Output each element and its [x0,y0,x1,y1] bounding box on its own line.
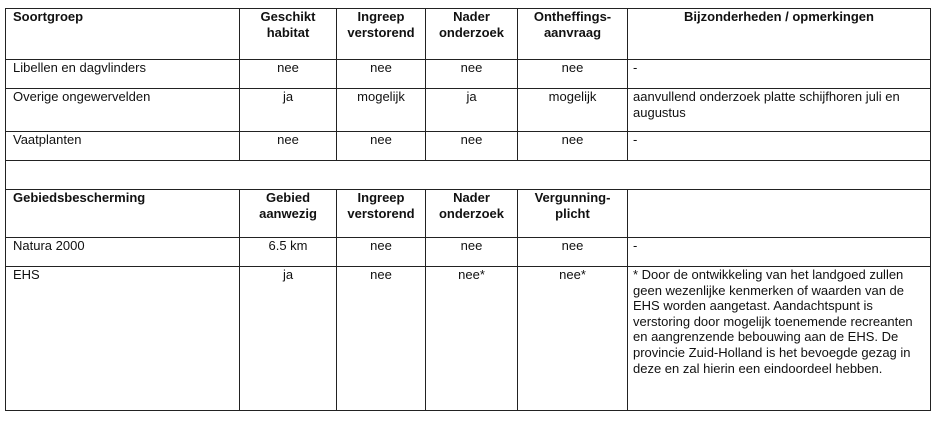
cell-value: ja [240,89,337,132]
header-ontheffingsaanvraag-text: Ontheffings-aanvraag [533,9,612,40]
cell-value: nee* [426,267,518,411]
assessment-table [5,8,931,411]
header-ingreep-verstorend-2-text: Ingreep verstorend [347,190,415,221]
row-label: Libellen en dagvlinders [6,60,240,89]
header-nader-onderzoek-2-text: Nader onderzoek [438,190,504,221]
header-nader-onderzoek-2 [426,190,518,238]
header-bijzonderheden: Bijzonderheden / opmerkingen [628,9,931,60]
cell-value: nee [337,60,426,89]
header-vergunningplicht [518,190,628,238]
table-row [6,60,931,89]
header-geschikt-habitat [240,9,337,60]
header-nader-onderzoek [426,9,518,60]
row-label: EHS [6,267,240,411]
cell-value: nee [426,238,518,267]
cell-value: nee [518,132,628,161]
header-gebied-aanwezig-text: Gebied aanwezig [259,190,317,221]
header-row-soortgroep [6,9,931,60]
header-ingreep-verstorend [337,9,426,60]
cell-value: mogelijk [337,89,426,132]
cell-remark: - [628,238,931,267]
cell-value: nee* [518,267,628,411]
cell-remark: * Door de ontwikkeling van het landgoed zullen geen wezenlijke kenmerken of waarden van de EHS worden aangetast. Aandachtspunt is verstoring door mogelijk toenemende recreanten en aangrenzende bebouwing aan de EHS. De provincie Zuid-Holland is het bevoegde gezag in deze en zal hierin een eindoordeel hebben. [628,267,931,411]
cell-value: nee [240,132,337,161]
cell-value: nee [337,238,426,267]
section-spacer [6,161,931,190]
cell-value: ja [240,267,337,411]
row-label: Vaatplanten [6,132,240,161]
header-vergunningplicht-text: Vergunning-plicht [534,190,611,221]
cell-value: nee [518,238,628,267]
header-row-gebiedsbescherming [6,190,931,238]
header-ontheffingsaanvraag [518,9,628,60]
table-row [6,267,931,411]
row-label: Overige ongewervelden [6,89,240,132]
cell-value: nee [426,132,518,161]
header-geschikt-habitat-text: Geschikt habitat [260,9,316,40]
section-spacer-row [6,161,931,190]
header-empty [628,190,931,238]
cell-remark: aanvullend onderzoek platte schijfhoren juli en augustus [628,89,931,132]
header-gebied-aanwezig [240,190,337,238]
cell-value: ja [426,89,518,132]
cell-value: nee [426,60,518,89]
row-label: Natura 2000 [6,238,240,267]
cell-value: nee [518,60,628,89]
header-nader-onderzoek-text: Nader onderzoek [438,9,504,40]
cell-remark: - [628,60,931,89]
cell-remark: - [628,132,931,161]
header-ingreep-verstorend-text: Ingreep verstorend [347,9,415,40]
header-gebiedsbescherming: Gebiedsbescherming [6,190,240,238]
table-row [6,238,931,267]
table-row [6,89,931,132]
cell-value: nee [240,60,337,89]
cell-value: 6.5 km [240,238,337,267]
table-row [6,132,931,161]
cell-value: nee [337,267,426,411]
cell-value: mogelijk [518,89,628,132]
cell-value: nee [337,132,426,161]
header-ingreep-verstorend-2 [337,190,426,238]
header-soortgroep: Soortgroep [6,9,240,60]
